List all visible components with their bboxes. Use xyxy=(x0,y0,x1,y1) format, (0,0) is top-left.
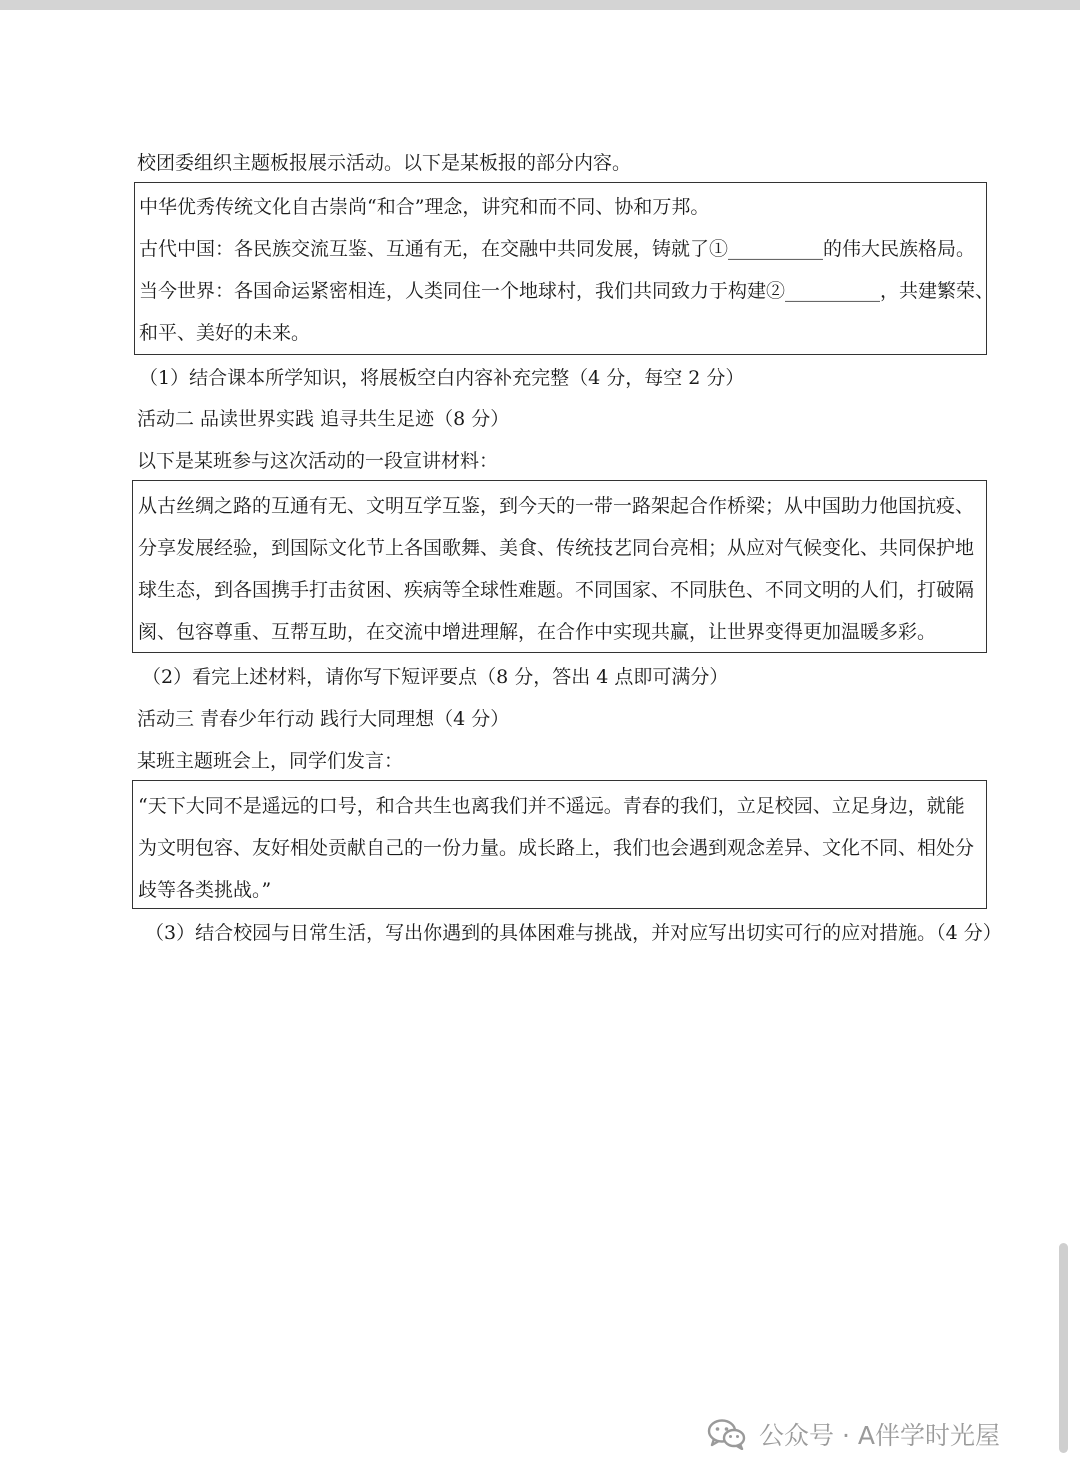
speech-line: 为文明包容、友好相处贡献自己的一份力量。成长路上，我们也会遇到观念差异、文化不同、相处分 xyxy=(138,837,975,859)
speech-material-box xyxy=(132,480,987,653)
board-line: 中华优秀传统文化自古崇尚“和合”理念，讲究和而不同、协和万邦。 xyxy=(139,196,710,218)
scrollbar-thumb[interactable] xyxy=(1059,1243,1068,1453)
material-line: 从古丝绸之路的互通有无、文明互学互鉴，到今天的一带一路架起合作桥梁；从中国助力他国抗疫、 xyxy=(138,495,975,517)
material-line: 阂、包容尊重、互帮互助，在交流中增进理解，在合作中实现共赢，让世界变得更加温暖多彩。 xyxy=(138,621,937,643)
board-line: 当今世界：各国命运紧密相连，人类同住一个地球村，我们共同致力于构建②__________，共建繁荣、 xyxy=(139,280,995,302)
speech-line: 歧等各类挑战。” xyxy=(138,879,272,901)
board-line: 和平、美好的未来。 xyxy=(139,322,311,344)
intro-text: 校团委组织主题板报展示活动。以下是某板报的部分内容。 xyxy=(137,152,632,174)
activity3-title: 活动三 青春少年行动 践行大同理想（4 分） xyxy=(137,708,510,730)
board-box xyxy=(134,182,995,355)
wechat-icon xyxy=(707,1418,747,1450)
top-scroll-edge xyxy=(0,0,1080,10)
question-2: （2）看完上述材料，请你写下短评要点（8 分，答出 4 点即可满分） xyxy=(142,666,729,688)
watermark-text: 公众号 · A伴学时光屋 xyxy=(759,1421,1000,1450)
watermark xyxy=(707,1412,1000,1456)
class-speech-box xyxy=(132,780,987,909)
material-line: 球生态，到各国携手打击贫困、疾病等全球性难题。不同国家、不同肤色、不同文明的人们，打破隔 xyxy=(138,579,975,601)
material-line: 分享发展经验，到国际文化节上各国歌舞、美食、传统技艺同台亮相；从应对气候变化、共同保护地 xyxy=(138,537,975,559)
speech-line: “天下大同不是遥远的口号，和合共生也离我们并不遥远。青春的我们，立足校园、立足身边，就能 xyxy=(138,795,965,817)
activity3-intro: 某班主题班会上，同学们发言： xyxy=(137,750,404,772)
question-3: （3）结合校园与日常生活，写出你遇到的具体困难与挑战，并对应写出切实可行的应对措施。（4 分） xyxy=(145,922,1002,944)
activity2-title: 活动二 品读世界实践 追寻共生足迹（8 分） xyxy=(137,408,510,430)
board-line: 古代中国：各民族交流互鉴、互通有无，在交融中共同发展，铸就了①__________的伟大民族格局。 xyxy=(139,238,976,260)
activity2-intro: 以下是某班参与这次活动的一段宣讲材料： xyxy=(137,450,499,472)
question-1: （1）结合课本所学知识，将展板空白内容补充完整（4 分，每空 2 分） xyxy=(139,367,745,389)
